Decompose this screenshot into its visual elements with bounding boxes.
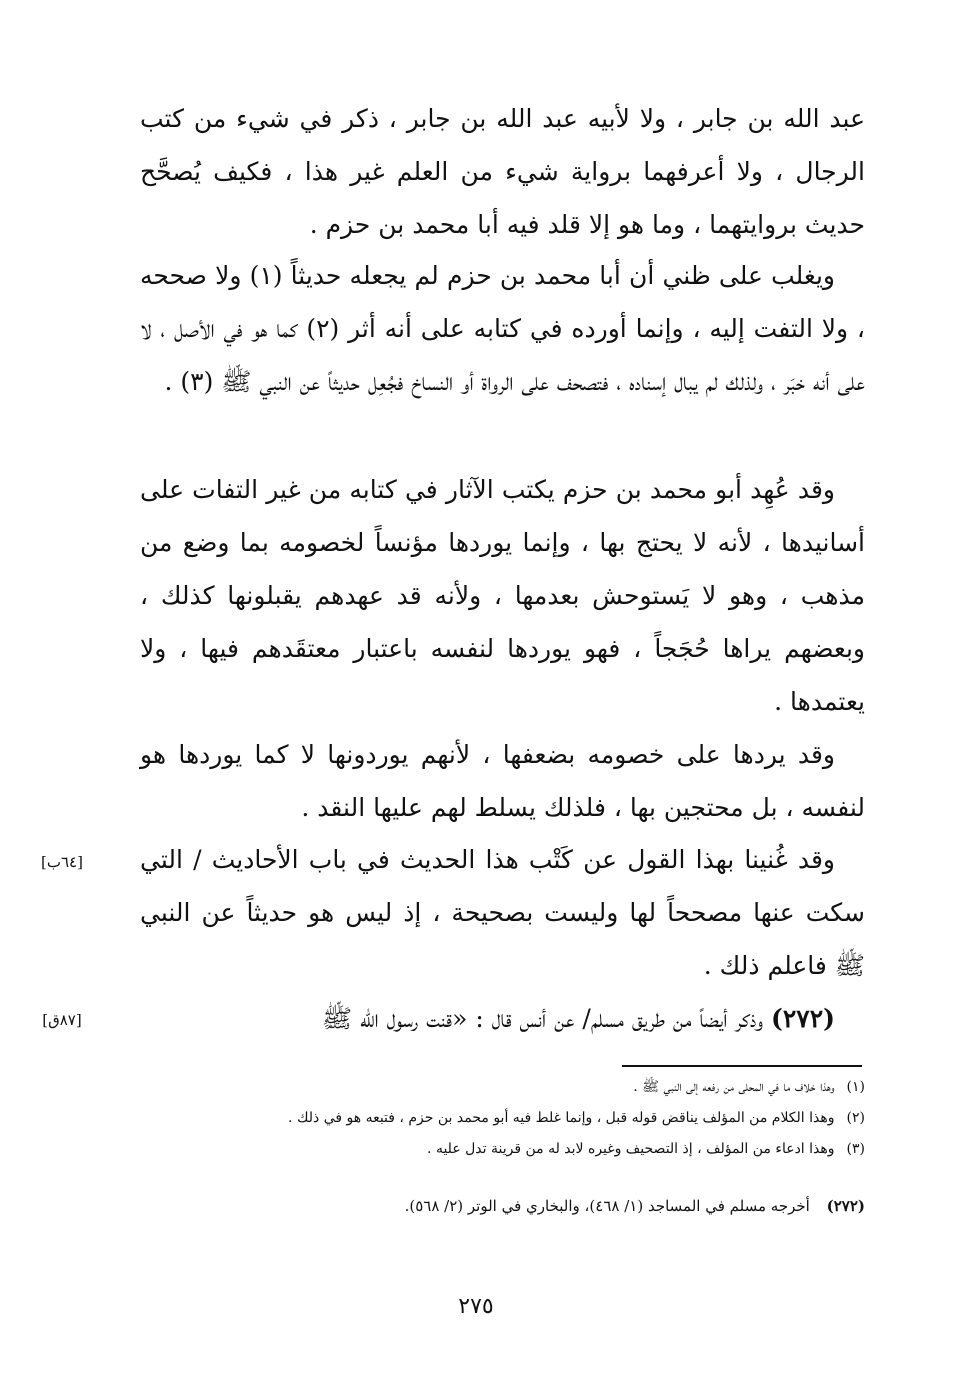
paragraph-text: وقد يردها على خصومه بضعفها ، لأنهم يوردونها لا كما يوردها هو لنفسه ، بل محتجين بها ، فلذلك يسلط لهم عليها النقد . [140,740,865,822]
footnote-text: وهذا خلاف ما في المحلى من رفعه إلى النبي ﷺ . [633,1079,835,1095]
body-paragraph-3 [140,463,865,728]
footnote-divider [622,1065,862,1067]
footnote-2 [140,1103,865,1134]
footnote-number: (١) [846,1079,865,1095]
footnote-text: وهذا ادعاء من المؤلف ، إذ التصحيف وغيره لابد له من قرينة تدل عليه . [427,1141,835,1157]
paragraph-text: ويغلب على ظني أن أبا محمد بن حزم لم يجعله حديثاً (١) ولا صححه ، ولا التفت إليه ، وإنما أورده في كتابه على أنه أثر (٢) كما هو في الأصل ، لا على أنه خبَر ، ولذلك لم يبال إسناده ، فتصحف على الرواة أو النساخ فجُعِل حديثاً عن النبي ﷺ (٣) . [140,261,865,396]
hadith-number: (٢٧٢) [771,1004,835,1033]
body-paragraph-2 [140,249,865,408]
source-note-number: (٢٧٢) [826,1197,865,1215]
paragraph-text: وقد عُهِد أبو محمد بن حزم يكتب الآثار في كتابه من غير التفات على أسانيدها ، لأنه لا يحتج بها ، وإنما يوردها مؤنساً لخصومه بما وضع من مذهب ، وهو لا يَستوحش بعدمها ، ولأنه قد عهدهم يقبلونها كذلك ، وبعضهم يراها حُجَجاً ، فهو يوردها لنفسه باعتبار معتقَدهم فيها ، ولا يعتمدها . [140,475,865,716]
hadith-line [140,992,865,1045]
body-paragraph-5 [140,833,865,992]
margin-folio-marker: [٦٤ب] [41,853,83,871]
footnotes [140,1072,865,1165]
body-paragraph-1 [140,92,865,251]
hadith-text: وذكر أيضاً من طريق مسلم/ عن أنس قال : «قنت رسول الله ﷺ [321,1004,764,1033]
page-number: ٢٧٥ [458,1294,494,1319]
hadith-source-note [140,1188,865,1224]
paragraph-text: وقد غُنينا بهذا القول عن كَتْب هذا الحديث في باب الأحاديث / التي سكت عنها مصححاً لها وليست بصحيحة ، إذ ليس هو حديثاً عن النبي ﷺ فاعلم ذلك . [140,845,865,980]
margin-folio-marker: [٨٧ق] [42,1011,82,1029]
body-paragraph-4 [140,728,865,834]
source-note-text: أخرجه مسلم في المساجد (١/ ٤٦٨)، والبخاري في الوتر (٢/ ٥٦٨). [404,1197,810,1215]
footnote-1 [140,1072,865,1103]
hadith-entry [140,992,865,1045]
footnote-number: (٣) [846,1141,865,1157]
footnote-3 [140,1134,865,1165]
footnote-text: وهذا الكلام من المؤلف يناقض قوله قبل ، وإنما غلط فيه أبو محمد بن حزم ، فتبعه هو في ذلك . [288,1110,835,1126]
footnote-number: (٢) [846,1110,865,1126]
paragraph-text: عبد الله بن جابر ، ولا لأبيه عبد الله بن جابر ، ذكر في شيء من كتب الرجال ، ولا أعرفهما برواية شيء من العلم غير هذا ، فكيف يُصحَّح حديث بروايتهما ، وما هو إلا قلد فيه أبا محمد بن حزم . [140,104,865,239]
